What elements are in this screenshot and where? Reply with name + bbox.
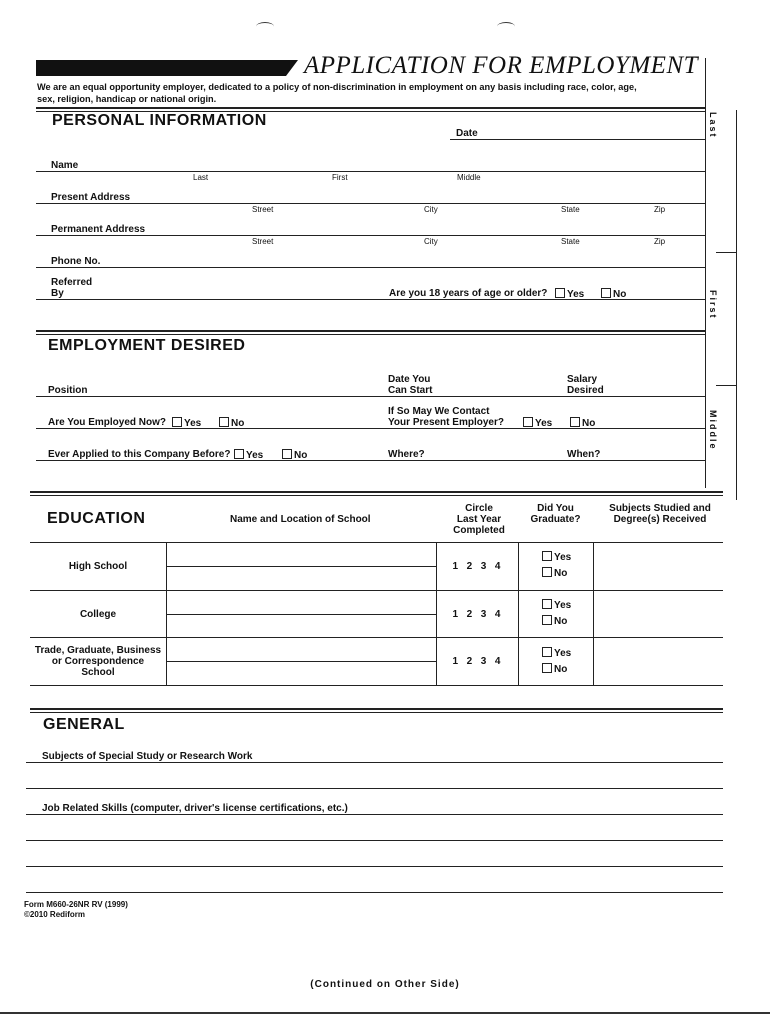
- eeo-notice: We are an equal opportunity employer, dedicated to a policy of non-discrimination in employment on any basis including race, color, age,: [37, 82, 637, 92]
- punch-mark-right: [497, 22, 515, 31]
- graduated-options[interactable]: [542, 550, 571, 582]
- contact-question-2: Your Present Employer?: [388, 417, 504, 428]
- general-heading: GENERAL: [43, 716, 125, 733]
- checkbox[interactable]: [282, 449, 292, 459]
- side-tick: [716, 385, 736, 386]
- side-tick: [716, 252, 736, 253]
- section-rule: [30, 712, 723, 713]
- row-trade-label: [30, 645, 166, 678]
- date-label: Date: [456, 128, 478, 139]
- checkbox[interactable]: [601, 288, 611, 298]
- checkbox[interactable]: [234, 449, 244, 459]
- age-question: Are you 18 years of age or older?: [389, 288, 548, 299]
- education-heading: EDUCATION: [47, 510, 146, 527]
- col-year-line-1: Circle: [465, 503, 493, 514]
- no-label: No: [554, 616, 568, 627]
- copyright: ©2010 Rediform: [24, 910, 86, 919]
- when-label: When?: [567, 449, 601, 460]
- section-rule: [30, 708, 723, 710]
- city-hint: City: [424, 237, 438, 246]
- applied-line[interactable]: [36, 460, 705, 461]
- checkbox[interactable]: [542, 615, 552, 625]
- table-rule: [30, 590, 723, 591]
- position-line[interactable]: [36, 396, 705, 397]
- row-college-label: College: [79, 609, 117, 620]
- yes-label: Yes: [246, 450, 264, 461]
- yes-label: Yes: [184, 418, 202, 429]
- form-number: Form M660-26NR RV (1999): [24, 900, 128, 909]
- checkbox[interactable]: [542, 551, 552, 561]
- no-label: No: [231, 418, 245, 429]
- street-hint: Street: [252, 237, 274, 246]
- checkbox[interactable]: [542, 647, 552, 657]
- yes-label: Yes: [554, 648, 572, 659]
- yes-label: Yes: [535, 418, 553, 429]
- yes-label: Yes: [567, 289, 585, 300]
- continued-note: (Continued on Other Side): [310, 979, 460, 990]
- permanent-address-line[interactable]: [36, 235, 705, 236]
- yes-label: Yes: [554, 552, 572, 563]
- special-study-label: Subjects of Special Study or Research Work: [42, 751, 253, 762]
- eeo-notice-2: sex, religion, handicap or national origin.: [37, 94, 217, 104]
- col-school-header: Name and Location of School: [230, 514, 371, 525]
- date-line[interactable]: [450, 139, 705, 140]
- salary-label: Salary: [567, 374, 598, 385]
- yes-label: Yes: [554, 600, 572, 611]
- employed-now-question: Are You Employed Now?: [48, 417, 166, 428]
- row-trade-line-2: or Correspondence: [51, 656, 145, 667]
- table-col-rule: [593, 542, 594, 685]
- side-edge: [736, 110, 737, 500]
- job-skills-line-3[interactable]: [26, 866, 723, 867]
- name-last-hint: Last: [193, 173, 209, 182]
- zip-hint: Zip: [654, 237, 666, 246]
- col-year-line-3: Completed: [453, 525, 505, 536]
- employed-line[interactable]: [36, 428, 705, 429]
- col-grad-header: [518, 503, 593, 525]
- job-skills-line-2[interactable]: [26, 840, 723, 841]
- side-label-first: First: [708, 290, 718, 320]
- can-start-label: Can Start: [388, 385, 433, 396]
- table-col-rule: [166, 542, 167, 685]
- no-label: No: [613, 289, 627, 300]
- section-rule: [30, 491, 723, 493]
- checkbox[interactable]: [219, 417, 229, 427]
- street-hint: Street: [252, 205, 274, 214]
- where-label: Where?: [388, 449, 425, 460]
- year-circle-options[interactable]: 1 2 3 4: [452, 609, 502, 620]
- section-rule: [36, 107, 705, 109]
- side-tab-border: [705, 58, 706, 488]
- present-address-label: Present Address: [51, 192, 131, 203]
- present-address-line[interactable]: [36, 203, 705, 204]
- job-skills-line[interactable]: [26, 814, 723, 815]
- phone-label: Phone No.: [51, 256, 101, 267]
- phone-line[interactable]: [36, 267, 705, 268]
- employment-desired-heading: EMPLOYMENT DESIRED: [48, 337, 246, 354]
- col-subj-line-1: Subjects Studied and: [609, 503, 711, 514]
- col-grad-line-1: Did You: [537, 503, 574, 514]
- date-you-label: Date You: [388, 374, 431, 385]
- name-middle-hint: Middle: [457, 173, 481, 182]
- row-trade-line-1: Trade, Graduate, Business: [34, 645, 162, 656]
- table-col-rule: [518, 542, 519, 685]
- checkbox[interactable]: [570, 417, 580, 427]
- graduated-options[interactable]: [542, 598, 571, 630]
- page-bottom-edge: [0, 1012, 770, 1014]
- zip-hint: Zip: [654, 205, 666, 214]
- table-rule: [30, 542, 723, 543]
- permanent-address-label: Permanent Address: [51, 224, 146, 235]
- checkbox[interactable]: [542, 599, 552, 609]
- referred-line[interactable]: [36, 299, 705, 300]
- table-subrule: [166, 566, 436, 567]
- table-rule: [30, 685, 723, 686]
- checkbox[interactable]: [172, 417, 182, 427]
- special-study-line[interactable]: [26, 762, 723, 763]
- checkbox[interactable]: [542, 663, 552, 673]
- checkbox[interactable]: [555, 288, 565, 298]
- side-label-middle: Middle: [708, 410, 718, 451]
- title-bar: [36, 58, 298, 78]
- table-subrule: [166, 661, 436, 662]
- year-circle-options[interactable]: 1 2 3 4: [452, 561, 502, 572]
- col-grad-line-2: Graduate?: [530, 514, 581, 525]
- row-trade-line-3: School: [81, 667, 115, 678]
- section-rule: [36, 330, 705, 332]
- col-subj-header: [597, 503, 723, 525]
- form-title: APPLICATION FOR EMPLOYMENT: [304, 52, 699, 79]
- name-line[interactable]: [36, 171, 705, 172]
- personal-info-heading: PERSONAL INFORMATION: [52, 112, 267, 129]
- col-year-line-2: Last Year: [456, 514, 502, 525]
- section-rule: [36, 334, 705, 335]
- checkbox[interactable]: [542, 567, 552, 577]
- punch-mark-left: [256, 22, 274, 31]
- job-skills-label: Job Related Skills (computer, driver's license certifications, etc.): [42, 803, 348, 814]
- city-hint: City: [424, 205, 438, 214]
- referred-label: Referred: [51, 277, 93, 288]
- contact-question-1: If So May We Contact: [388, 406, 490, 417]
- applied-before-question: Ever Applied to this Company Before?: [48, 449, 231, 460]
- checkbox[interactable]: [523, 417, 533, 427]
- position-label: Position: [48, 385, 88, 396]
- no-label: No: [554, 664, 568, 675]
- desired-label: Desired: [567, 385, 604, 396]
- col-year-header: [440, 503, 518, 536]
- row-high-school-label: High School: [68, 561, 128, 572]
- state-hint: State: [561, 237, 580, 246]
- no-label: No: [294, 450, 308, 461]
- section-rule: [30, 495, 723, 496]
- state-hint: State: [561, 205, 580, 214]
- no-label: No: [582, 418, 596, 429]
- graduated-options[interactable]: [542, 646, 571, 678]
- referred-by-label: By: [51, 288, 64, 299]
- special-study-line-2[interactable]: [26, 788, 723, 789]
- year-circle-options[interactable]: 1 2 3 4: [452, 656, 502, 667]
- table-subrule: [166, 614, 436, 615]
- table-rule: [30, 637, 723, 638]
- job-skills-line-4[interactable]: [26, 892, 723, 893]
- name-label: Name: [51, 160, 79, 171]
- no-label: No: [554, 568, 568, 579]
- col-subj-line-2: Degree(s) Received: [613, 514, 707, 525]
- name-first-hint: First: [332, 173, 348, 182]
- side-label-last: Last: [708, 112, 718, 139]
